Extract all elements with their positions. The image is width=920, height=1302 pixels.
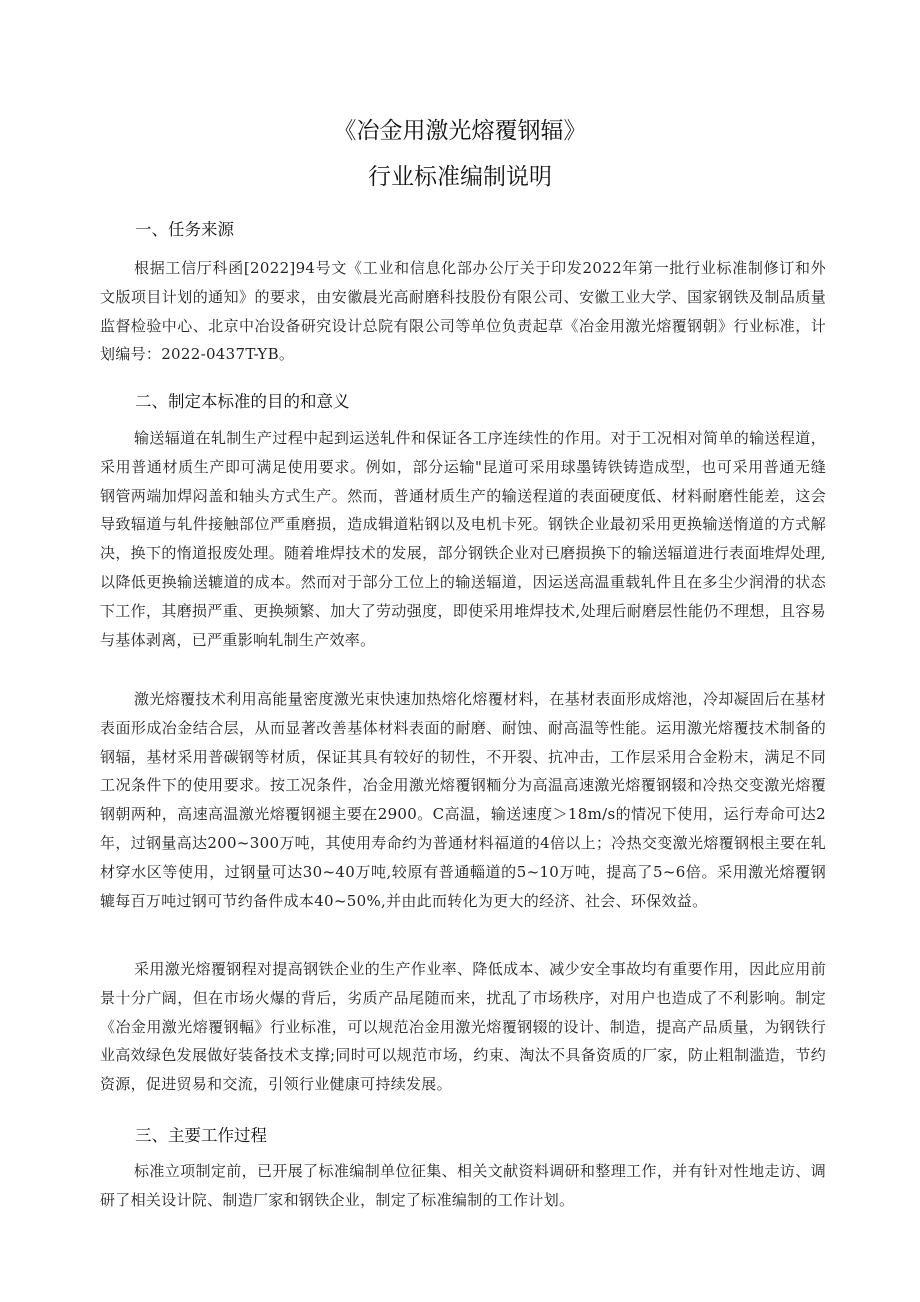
paragraph: 激光熔覆技术利用高能量密度激光束快速加热熔化熔覆材料，在基材表面形成熔池，冷却凝固后在基材表面形成冶金结合层，从而显著改善基体材料表面的耐磨、耐蚀、耐高温等性能。运用激光熔覆技术制备的钢辐，基材采用普碳钢等材质，保证其具有较好的韧性，不开裂、抗冲击，工作层采用合金粉末，满足不同工况条件下的使用要求。按工况条件，冶金用激光熔覆钢粫分为高温高速激光熔覆钢辍和冷热交变激光熔覆钢朝两种，高速高温激光熔覆钢褪主要在2900。C高温，输送速度＞18m/s的情况下使用，运行寿命可达2年，过钢量高达200~300万吨，其使用寿命约为普通材料福道的4倍以上；冷热交变激光熔覆钢根主要在轧材穿水区等使用，过钢量可达30~40万吨,较原有普通輜道的5~10万吨，提高了5~6倍。采用激光熔覆钢辘每百万吨过钢可节约备件成本40~50%,并由此而转化为更大的经济、社会、环保效益。: [100, 690, 826, 910]
document-subtitle: 行业标准编制说明: [368, 164, 552, 190]
paragraph: 采用激光熔覆钢程对提高钢铁企业的生产作业率、降低成本、减少安全事故均有重要作用，因此应用前景十分广阔，但在市场火爆的背后，劣质产品尾随而来，扰乱了市场秩序，对用户也造成了不利影响。制定《冶金用激光熔覆钢輻》行业标准，可以规范冶金用激光熔覆钢辍的设计、制造，提高产品质量，为钢铁行业高效绿色发展做好装备技术支撑;同时可以规范市场，约束、淘汰不具备资质的厂家，防止粗制滥造，节约资源，促进贸易和交流，引领行业健康可持续发展。: [100, 960, 826, 1094]
paragraph: 根据工信厅科函[2022]94号文《工业和信息化部办公厅关于印发2022年第一批行业标准制修订和外文版项目计划的通知》的要求，由安徽晨光高耐磨科技股份有限公司、安徽工业大学、国家钢铁及制品质量监督检验中心、北京中冶设备研究设计总院有限公司等单位负责起草《冶金用激光熔覆钢朝》行业标准，计划编号：2022-0437T-YB。: [100, 259, 826, 364]
section-heading-work-process: 三、主要工作过程: [135, 1126, 267, 1145]
paragraph: 标准立项制定前，已开展了标准编制单位征集、相关文献资料调研和整理工作，并有针对性地走访、调研了相关设计院、制造厂家和钢铁企业，制定了标准编制的工作计划。: [100, 1162, 826, 1209]
section-heading-purpose: 二、制定本标准的目的和意义: [135, 392, 350, 411]
paragraph: 输送辐道在轧制生产过程中起到运送轧件和保证各工序连续性的作用。对于工况相对简单的输送程道，采用普通材质生产即可满足使用要求。例如，部分运输"昆道可采用球墨铸铁铸造成型，也可采用普通无缝钢管两端加焊闷盖和轴头方式生产。然而，普通材质生产的输送程道的表面硬度低、材料耐磨性能差，这会导致辐道与轧件接触部位严重磨损，造成辑道粘钢以及电机卡死。钢铁企业最初采用更换输送惰道的方式解决，换下的惰道报废处理。随着堆焊技术的发展，部分钢铁企业对已磨损换下的输送辐道进行表面堆焊处理,以降低更换输送辘道的成本。然而对于部分工位上的输送辐道，因运送高温重载轧件且在多尘少润滑的状态下工作，其磨损严重、更换频繁、加大了劳动强度，即使采用堆焊技术,处理后耐磨层性能仍不理想，且容易与基体剥离，已严重影响轧制生产效率。: [100, 429, 826, 649]
section-heading-task-source: 一、任务来源: [135, 220, 234, 239]
document-title: 《冶金用激光熔覆钢辐》: [333, 118, 587, 144]
